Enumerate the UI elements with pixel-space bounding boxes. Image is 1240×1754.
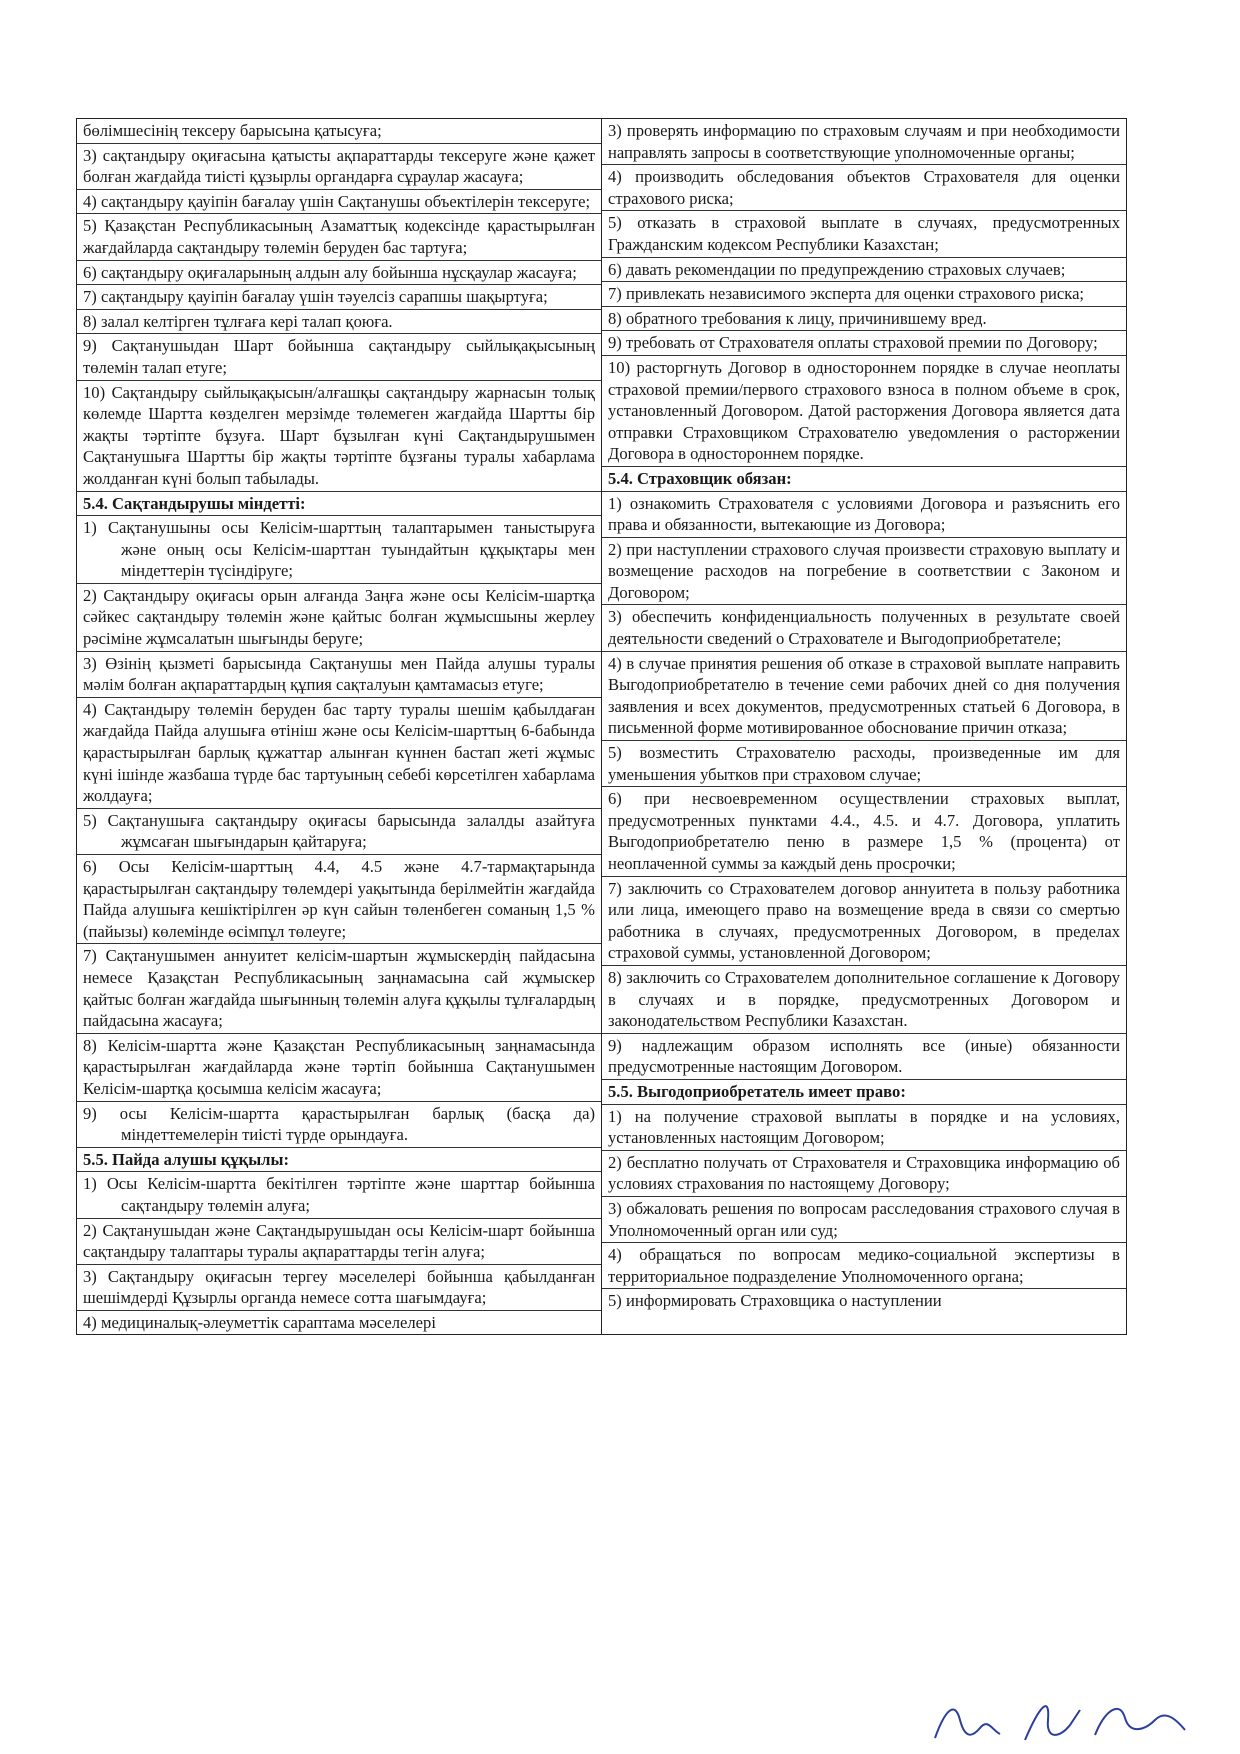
clause-paragraph: 8) заключить со Страхователем дополнительное соглашение к Договору в случаях и в порядке, предусмотренных Договором и законодательством Республики Казахстан.	[602, 966, 1126, 1034]
clause-paragraph: 2) Сақтандыру оқиғасы орын алғанда Заңға және осы Келісім-шартқа сәйкес сақтандыру төлемін және қайтыс болған жұмысшыны жерлеу рәсіміне жұмсалатын шығынды беруге;	[77, 584, 601, 652]
clause-paragraph: 3) Өзінің қызметі барысында Сақтанушы мен Пайда алушы туралы мәлім болған ақпараттардың құпия сақталуын қамтамасыз етуге;	[77, 652, 601, 698]
clause-paragraph: 7) привлекать независимого эксперта для оценки страхового риска;	[602, 282, 1126, 307]
section-heading: 5.4. Сақтандырушы міндетті:	[77, 492, 601, 517]
clause-paragraph: 6) Осы Келісім-шарттың 4.4, 4.5 және 4.7-тармақтарында қарастырылған сақтандыру төлемдері уақытында берілмейтін жағдайда Пайда алушыға кешіктірілген әр күн сайын төленбеген соманың 1,5 % (пайызы) көлемінде өсімпұл төлеуге;	[77, 855, 601, 944]
bilingual-table	[76, 118, 1127, 1335]
clause-paragraph: 5) отказать в страховой выплате в случаях, предусмотренных Гражданским кодексом Республики Казахстан;	[602, 211, 1126, 257]
clause-paragraph: 6) при несвоевременном осуществлении страховых выплат, предусмотренных пунктами 4.4., 4.5. и 4.7. Договора, уплатить Выгодоприобретателю пеню в размере 1,5 % (процента) от неоплаченной суммы за каждый день просрочки;	[602, 787, 1126, 876]
clause-paragraph: 2) бесплатно получать от Страхователя и Страховщика информацию об условиях страхования по настоящему Договору;	[602, 1151, 1126, 1197]
section-heading: 5.4. Страховщик обязан:	[602, 467, 1126, 492]
kazakh-column	[77, 119, 602, 1335]
clause-paragraph: 9) требовать от Страхователя оплаты страховой премии по Договору;	[602, 331, 1126, 356]
clause-paragraph: 9) осы Келісім-шартта қарастырылған барлық (басқа да) міндеттемелерін тиісті түрде орындауға.	[77, 1102, 601, 1148]
clause-paragraph: 4) сақтандыру қауіпін бағалау үшін Сақтанушы объектілерін тексеруге;	[77, 190, 601, 215]
clause-paragraph: 10) расторгнуть Договор в одностороннем порядке в случае неоплаты страховой премии/первого страхового взноса в полном объеме в срок, установленный Договором. Датой расторжения Договора является дата отправки Страховщиком Страхователю уведомления о расторжении Договора в одностороннем порядке.	[602, 356, 1126, 467]
section-heading: 5.5. Пайда алушы құқылы:	[77, 1148, 601, 1173]
clause-paragraph: 4) медициналық-әлеуметтік сараптама мәселелері	[83, 1312, 436, 1332]
clause-paragraph: 5) возместить Страхователю расходы, произведенные им для уменьшения убытков при страховом случае;	[602, 741, 1126, 787]
clause-paragraph: 5) Сақтанушыға сақтандыру оқиғасы барысында залалды азайтуға жұмсаған шығындарын қайтаруға;	[77, 809, 601, 855]
clause-paragraph: 8) обратного требования к лицу, причинившему вред.	[602, 307, 1126, 332]
clause-paragraph: 1) Осы Келісім-шартта бекітілген тәртіпте және шарттар бойынша сақтандыру төлемін алуға;	[77, 1172, 601, 1218]
clause-paragraph: 3) обжаловать решения по вопросам расследования страхового случая в Уполномоченный орган или суд;	[602, 1197, 1126, 1243]
document-page	[76, 118, 1124, 1335]
clause-paragraph: 5) информировать Страховщика о наступлении	[608, 1291, 942, 1311]
clause-paragraph: 5) Қазақстан Республикасының Азаматтық кодексінде қарастырылған жағдайларда сақтандыру төлемін беруден бас тартуға;	[77, 214, 601, 260]
clause-paragraph: 3) проверять информацию по страховым случаям и при необходимости направлять запросы в соответствующие уполномоченные органы;	[602, 119, 1126, 165]
clause-paragraph: 9) надлежащим образом исполнять все (иные) обязанности предусмотренные настоящим Договором.	[602, 1034, 1126, 1080]
clause-paragraph: 4) производить обследования объектов Страхователя для оценки страхового риска;	[602, 165, 1126, 211]
clause-paragraph: 2) при наступлении страхового случая произвести страховую выплату и возмещение расходов на погребение в соответствии с Законом и Договором;	[602, 538, 1126, 606]
clause-paragraph: 10) Сақтандыру сыйлықақысын/алғашқы сақтандыру жарнасын толық көлемде Шартта көзделген мерзімде төлемеген жағдайда Шартты бір жақты тәртіпте бұзуға. Шарт бұзылған күні Сақтандырушымен Сақтанушыға Шартты бір жақты тәртіпте бұзғаны туралы хабарлама жолданған күні болып табылады.	[77, 381, 601, 492]
clause-paragraph: 7) заключить со Страхователем договор аннуитета в пользу работника или лица, имеющего право на возмещение вреда в связи со смертью работника в случаях, предусмотренных Договором, в пределах страховой суммы, установленной Договором;	[602, 877, 1126, 966]
clause-paragraph: 7) Сақтанушымен аннуитет келісім-шартын жұмыскердің пайдасына немесе Қазақстан Республикасының заңнамасына сай жұмыскер қайтыс болған жағдайда шығынның төлемін алуға құқылы тұлғалардың пайдасына жасауға;	[77, 944, 601, 1033]
clause-paragraph: 3) Сақтандыру оқиғасын тергеу мәселелері бойынша қабылданған шешімдерді Құзырлы органда немесе сотта шағымдауға;	[77, 1265, 601, 1311]
clause-paragraph: 1) на получение страховой выплаты в порядке и на условиях, установленных настоящим Договором;	[602, 1105, 1126, 1151]
clause-paragraph: 8) Келісім-шартта және Қазақстан Республикасының заңнамасында қарастырылған жағдайларда және тәртіп бойынша Сақтанушымен Келісім-шартқа қосымша келісім жасауға;	[77, 1034, 601, 1102]
clause-paragraph: 2) Сақтанушыдан және Сақтандырушыдан осы Келісім-шарт бойынша сақтандыру талаптары туралы ақпараттарды тегін алуға;	[77, 1219, 601, 1265]
clause-paragraph: 8) залал келтірген тұлғаға кері талап қоюға.	[77, 310, 601, 335]
signature-marks	[930, 1690, 1230, 1750]
clause-paragraph: 4) обращаться по вопросам медико-социальной экспертизы в территориальное подразделение Уполномоченного органа;	[602, 1243, 1126, 1289]
clause-paragraph: 1) ознакомить Страхователя с условиями Договора и разъяснить его права и обязанности, вытекающие из Договора;	[602, 492, 1126, 538]
clause-paragraph: 9) Сақтанушыдан Шарт бойынша сақтандыру сыйлықақысының төлемін талап етуге;	[77, 334, 601, 380]
section-heading: 5.5. Выгодоприобретатель имеет право:	[602, 1080, 1126, 1105]
clause-paragraph: 1) Сақтанушыны осы Келісім-шарттың талаптарымен таныстыруға және оның осы Келісім-шарттан туындайтын құқықтары мен міндеттерін түсіндіруге;	[77, 516, 601, 584]
clause-paragraph: 6) сақтандыру оқиғаларының алдын алу бойынша нұсқаулар жасауға;	[77, 261, 601, 286]
clause-paragraph: бөлімшесінің тексеру барысына қатысуға;	[77, 119, 601, 144]
clause-paragraph: 6) давать рекомендации по предупреждению страховых случаев;	[602, 258, 1126, 283]
clause-paragraph: 4) в случае принятия решения об отказе в страховой выплате направить Выгодоприобретателю в течение семи рабочих дней со дня получения заявления и всех документов, предусмотренных статьей 6 Договора, в письменной форме мотивированное обоснование причин отказа;	[602, 652, 1126, 741]
clause-paragraph: 7) сақтандыру қауіпін бағалау үшін тәуелсіз сарапшы шақыртуға;	[77, 285, 601, 310]
clause-paragraph: 3) обеспечить конфиденциальность полученных в результате своей деятельности сведений о Страхователе и Выгодоприобретателе;	[602, 605, 1126, 651]
clause-paragraph: 4) Сақтандыру төлемін беруден бас тарту туралы шешім қабылдаған жағдайда Пайда алушыға өтініш және осы Келісім-шарттың 6-бабында қарастырылған барлық құжаттар алынған күннен бастап жеті жұмыс күні ішінде жазбаша түрде бас тартуының себебі көрсетілген хабарлама жолдауға;	[77, 698, 601, 809]
russian-column	[602, 119, 1127, 1335]
clause-paragraph: 3) сақтандыру оқиғасына қатысты ақпараттарды тексеруге және қажет болған жағдайда тиісті құзырлы органдарға сұраулар жасауға;	[77, 144, 601, 190]
